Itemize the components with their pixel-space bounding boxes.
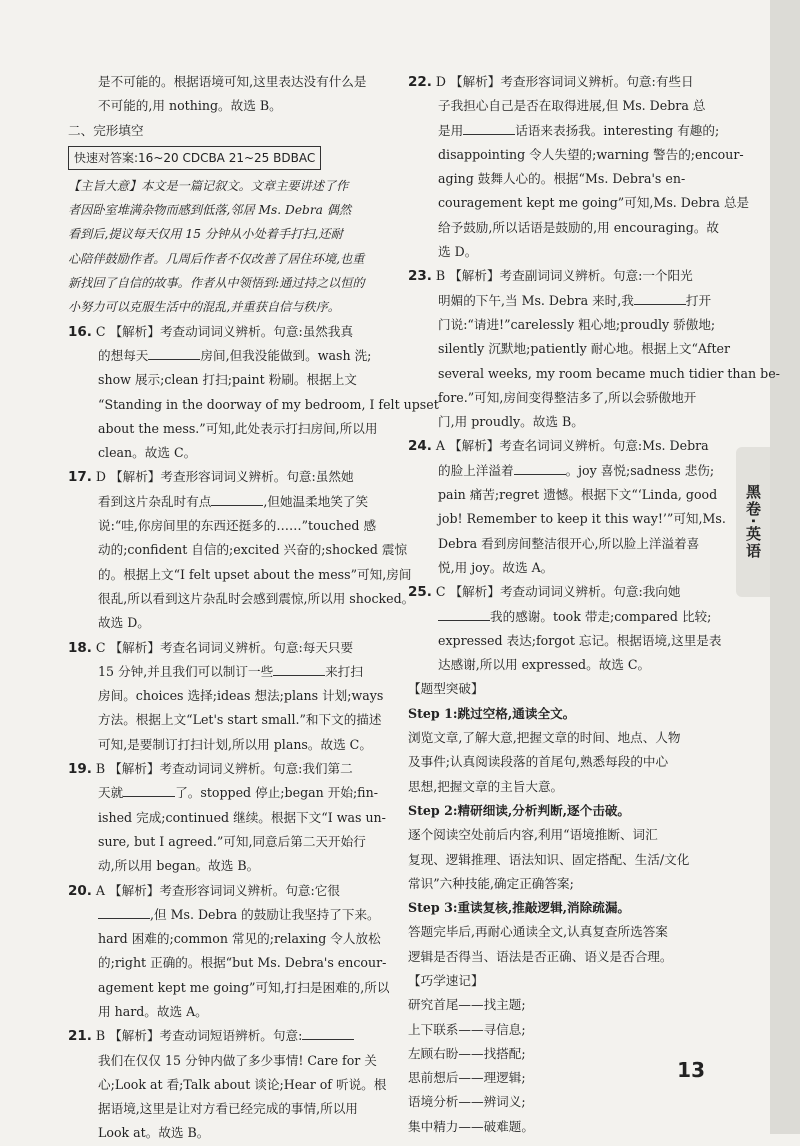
answer-blank xyxy=(463,120,515,135)
line-text: agement kept me going”可知,打扫是困难的,所以 xyxy=(98,979,390,995)
line-text: 房间。choices 选择;ideas 想法;plans 计划;ways xyxy=(98,688,384,704)
text-line xyxy=(68,563,412,587)
text-line xyxy=(408,337,730,361)
line-text: Step 2:精研细读,分析判断,逐个击破。 xyxy=(408,802,631,818)
text-line xyxy=(68,660,376,684)
line-text: 动的;confident 自信的;excited 兴奋的;shocked 震惊 xyxy=(98,542,408,558)
text-line xyxy=(68,538,408,562)
line-text: 是用 xyxy=(438,122,464,138)
text-line xyxy=(68,94,376,118)
line-text: C 【解析】考查动词词义辨析。句意:虽然我真 xyxy=(91,323,354,339)
line-text: 我们在仅仅 15 分钟内做了多少事情! Care for 关 xyxy=(98,1052,377,1068)
line-text: 门,用 proudly。故选 B。 xyxy=(438,414,584,430)
line-text: 可知,是要制订打扫计划,所以用 plans。故选 C。 xyxy=(98,736,372,752)
answer-blank xyxy=(438,606,490,621)
text-line xyxy=(68,684,384,708)
text-line xyxy=(408,119,726,143)
line-text: 15 分钟,并且我们可以制订一些 xyxy=(98,663,274,679)
question-number: 21. xyxy=(68,1028,92,1045)
line-text: 达感谢,所以用 expressed。故选 C。 xyxy=(438,657,651,673)
question-number: 17. xyxy=(68,469,92,486)
question-number: 20. xyxy=(68,882,92,899)
text-line xyxy=(408,750,726,774)
line-text: couragement kept me going”可知,Ms. Debra 总是 xyxy=(438,195,750,211)
text-line xyxy=(408,653,726,677)
text-line xyxy=(68,417,376,441)
line-text: 的。根据上文“I felt upset about the mess”可知,房间 xyxy=(98,566,412,582)
text-line xyxy=(408,605,726,629)
text-line xyxy=(408,532,726,556)
text-line xyxy=(68,465,376,489)
line-text: Step 3:重读复核,推敲逻辑,消除疏漏。 xyxy=(408,900,631,916)
line-text: 的脸上洋溢着 xyxy=(438,462,514,478)
page-number: 13 xyxy=(677,1058,705,1082)
line-text: 选 D。 xyxy=(438,244,478,260)
line-text: 【巧学速记】 xyxy=(408,972,484,988)
line-text: 浏览文章,了解大意,把握文章的时间、地点、人物 xyxy=(408,730,681,746)
line-text: 天就 xyxy=(98,785,124,801)
text-line xyxy=(68,198,376,222)
answer-blank xyxy=(98,904,150,919)
answer-blank xyxy=(123,782,175,797)
text-line xyxy=(68,344,376,368)
line-text: B 【解析】考查动词短语辨析。句意: xyxy=(91,1028,303,1044)
line-text: 看到后,提议每天仅用 15 分钟从小处着手打扫,还耐 xyxy=(68,227,343,242)
text-line xyxy=(408,386,726,410)
question-number: 24. xyxy=(408,438,432,455)
line-text: 悦,用 joy。故选 A。 xyxy=(438,559,554,575)
line-text: 话语来表扬我。interesting 有趣的; xyxy=(515,122,720,138)
line-text: 我的感谢。took 带走;compared 比较; xyxy=(490,608,712,624)
text-line xyxy=(68,393,439,417)
line-text: Look at。故选 B。 xyxy=(98,1125,210,1141)
question-number: 18. xyxy=(68,639,92,656)
line-text: 明媚的下午,当 Ms. Debra 来时,我 xyxy=(438,292,634,308)
line-text: job! Remember to keep it this way!’”可知,Ms. xyxy=(438,511,726,527)
text-line xyxy=(408,823,726,847)
line-text: 左顾右盼——找搭配; xyxy=(408,1045,526,1061)
text-line xyxy=(68,143,376,174)
text-line xyxy=(408,483,726,507)
text-line xyxy=(68,514,376,538)
text-line xyxy=(68,781,376,805)
text-line xyxy=(68,757,376,781)
line-text: 心陪伴鼓励作者。几周后作者不仅改善了居住环境,也重 xyxy=(68,251,365,266)
text-line xyxy=(68,174,376,198)
line-text: 思想,把握文章的主旨大意。 xyxy=(408,778,564,794)
quick-answer-box: 快速对答案:16~20 CDCBA 21~25 BDBAC xyxy=(68,146,321,170)
line-text: 用 hard。故选 A。 xyxy=(98,1003,208,1019)
text-line xyxy=(408,872,726,896)
line-text: 方法。根据上文“Let's start small.”和下文的描述 xyxy=(98,712,382,728)
line-text: Step 1:跳过空格,通读全文。 xyxy=(408,705,576,721)
text-line xyxy=(68,1121,376,1145)
line-text: D 【解析】考查形容词词义辨析。句意:虽然她 xyxy=(91,469,354,485)
text-line xyxy=(68,320,376,344)
line-text: 子我担心自己是否在取得进展,但 Ms. Debra 总 xyxy=(438,98,706,114)
text-line xyxy=(68,587,415,611)
line-text: 【主旨大意】本文是一篇记叙文。文章主要讲述了作 xyxy=(68,178,349,193)
text-line xyxy=(408,313,726,337)
line-text: 心;Look at 看;Talk about 谈论;Hear of 听说。根 xyxy=(98,1076,387,1092)
text-line xyxy=(408,434,726,458)
line-text: disappointing 令人失望的;warning 警告的;encour- xyxy=(438,146,744,162)
text-line xyxy=(408,726,726,750)
line-text: 故选 D。 xyxy=(98,615,150,631)
line-text: expressed 表达;forgot 忘记。根据语境,这里是表 xyxy=(438,632,722,648)
text-line xyxy=(408,969,726,993)
line-text: 及事件;认真阅读段落的首尾句,熟悉每段的中心 xyxy=(408,754,669,770)
text-line xyxy=(68,70,376,94)
line-text: A 【解析】考查名词词义辨析。句意:Ms. Debra xyxy=(431,438,709,454)
line-text: 小努力可以克服生活中的混乱,并重获自信与秩序。 xyxy=(68,300,340,315)
text-line xyxy=(68,976,390,1000)
text-line xyxy=(408,848,726,872)
line-text: 是不可能的。根据语境可知,这里表达没有什么是 xyxy=(98,74,367,89)
line-text: pain 痛苦;regret 遗憾。根据下文“‘Linda, good xyxy=(438,487,718,503)
line-text: 来打扫 xyxy=(325,663,363,679)
line-text: 者因卧室堆满杂物而感到低落,邻居 Ms. Debra 偶然 xyxy=(68,203,352,218)
text-line xyxy=(408,1115,726,1139)
line-text: A 【解析】考查形容词词义辨析。句意:它很 xyxy=(91,882,340,898)
text-line xyxy=(408,945,726,969)
question-number: 16. xyxy=(68,323,92,340)
text-line xyxy=(408,677,726,701)
line-text: 房间,但我没能做到。wash 洗; xyxy=(200,347,372,363)
text-line xyxy=(408,775,726,799)
line-text: 了。stopped 停止;began 开始;fin- xyxy=(175,785,378,801)
text-line xyxy=(408,240,726,264)
text-line xyxy=(68,1024,376,1048)
text-line xyxy=(68,733,376,757)
text-line xyxy=(408,143,744,167)
text-line xyxy=(68,1073,387,1097)
text-line xyxy=(408,993,726,1017)
text-line xyxy=(68,271,376,295)
answer-blank xyxy=(514,460,566,475)
line-text: 的想每天 xyxy=(98,347,149,363)
text-line xyxy=(68,441,376,465)
text-line xyxy=(408,1090,726,1114)
text-line xyxy=(68,927,381,951)
text-line xyxy=(408,1018,726,1042)
text-line xyxy=(68,806,386,830)
line-text: 集中精力——破难题。 xyxy=(408,1118,534,1134)
text-line xyxy=(68,222,376,246)
line-text: 。joy 喜悦;sadness 悲伤; xyxy=(565,462,715,478)
line-text: 思前想后——理逻辑; xyxy=(408,1070,526,1086)
answer-blank xyxy=(634,290,686,305)
text-line xyxy=(68,879,376,903)
text-line xyxy=(408,459,726,483)
text-line xyxy=(408,191,750,215)
question-number: 23. xyxy=(408,268,432,285)
line-text: 据语境,这里是让对方看已经完成的事情,所以用 xyxy=(98,1101,358,1117)
line-text: ished 完成;continued 继续。根据下文“I was un- xyxy=(98,809,386,825)
text-line xyxy=(408,507,726,531)
question-number: 22. xyxy=(408,74,432,90)
text-line xyxy=(68,903,380,927)
text-line xyxy=(68,295,376,319)
line-text: 上下联系——寻信息; xyxy=(408,1021,526,1037)
page-edge-strip xyxy=(770,0,800,1134)
text-line xyxy=(408,410,726,434)
line-text: 不可能的,用 nothing。故选 B。 xyxy=(98,98,282,114)
line-text: 新找回了自信的故事。作者从中领悟到:通过持之以恒的 xyxy=(68,276,365,291)
text-line xyxy=(68,1000,376,1024)
question-number: 25. xyxy=(408,584,432,601)
text-line xyxy=(408,629,726,653)
line-text: 逻辑是否得当、语法是否正确、语义是否合理。 xyxy=(408,948,673,964)
text-line xyxy=(408,70,726,94)
line-text: 动,所以用 began。故选 B。 xyxy=(98,858,260,874)
answer-blank xyxy=(302,1025,354,1040)
line-text: 看到这片杂乱时有点 xyxy=(98,493,212,509)
line-text: 二、完形填空 xyxy=(68,122,144,138)
text-line xyxy=(408,799,726,823)
line-text: clean。故选 C。 xyxy=(98,445,197,461)
text-line xyxy=(68,490,376,514)
text-line xyxy=(68,611,376,635)
line-text: ,但 Ms. Debra 的鼓励让我坚持了下来。 xyxy=(150,906,380,922)
text-line xyxy=(408,556,726,580)
line-text: ,但她温柔地笑了笑 xyxy=(263,493,369,509)
line-text: silently 沉默地;patiently 耐心地。根据上文“After xyxy=(438,341,730,357)
line-text: B 【解析】考查副词词义辨析。句意:一个阳光 xyxy=(431,268,693,284)
line-text: hard 困难的;common 常见的;relaxing 令人放松 xyxy=(98,931,381,947)
text-line xyxy=(408,264,726,288)
text-line xyxy=(408,920,726,944)
line-text: 打开 xyxy=(685,292,712,308)
text-line xyxy=(408,896,726,920)
line-text: aging 鼓舞人心的。根据“Ms. Debra's en- xyxy=(438,171,686,187)
line-text: 【题型突破】 xyxy=(408,681,484,697)
text-line xyxy=(408,216,726,240)
line-text: 常识”六种技能,确定正确答案; xyxy=(408,875,574,891)
text-line xyxy=(408,702,726,726)
line-text: 研究首尾——找主题; xyxy=(408,997,526,1013)
line-text: C 【解析】考查动词词义辨析。句意:我向她 xyxy=(431,584,681,600)
line-text: D 【解析】考查形容词词义辨析。句意:有些日 xyxy=(431,74,694,89)
text-line xyxy=(68,854,376,878)
text-line xyxy=(68,708,382,732)
line-text: fore.”可知,房间变得整洁多了,所以会骄傲地开 xyxy=(438,389,697,405)
text-line xyxy=(408,167,726,191)
text-line xyxy=(68,1097,376,1121)
line-text: 给予鼓励,所以话语是鼓励的,用 encouraging。故 xyxy=(438,219,720,235)
text-line xyxy=(68,636,376,660)
line-text: “Standing in the doorway of my bedroom, I felt upset xyxy=(98,396,439,412)
line-text: B 【解析】考查动词词义辨析。句意:我们第二 xyxy=(91,761,353,777)
line-text: several weeks, my room became much tidier than be- xyxy=(438,365,780,381)
line-text: 说:“哇,你房间里的东西还挺多的……”touched 感 xyxy=(98,518,377,534)
line-text: show 展示;clean 打扫;paint 粉刷。根据上文 xyxy=(98,372,357,388)
line-text: C 【解析】考查名词词义辨析。句意:每天只要 xyxy=(91,639,354,655)
text-line xyxy=(408,289,726,313)
text-line xyxy=(408,94,726,118)
answer-blank xyxy=(148,345,200,360)
text-line xyxy=(68,368,376,392)
text-line xyxy=(408,362,780,386)
line-text: 语境分析——辨词义; xyxy=(408,1094,526,1110)
line-text: about the mess.”可知,此处表示打扫房间,所以用 xyxy=(98,420,378,436)
line-text: 门说:“请进!”carelessly 粗心地;proudly 骄傲地; xyxy=(438,316,716,332)
text-line xyxy=(68,951,387,975)
line-text: 复现、逻辑推理、语法知识、固定搭配、生活/文化 xyxy=(408,851,690,867)
line-text: sure, but I agreed.”可知,同意后第二天开始行 xyxy=(98,833,366,849)
text-line xyxy=(408,580,726,604)
text-line xyxy=(68,119,376,143)
text-line xyxy=(68,830,376,854)
line-text: 的;right 正确的。根据“but Ms. Debra's encour- xyxy=(98,955,387,971)
answer-blank xyxy=(273,661,325,676)
question-number: 19. xyxy=(68,761,92,778)
text-line xyxy=(68,247,376,271)
line-text: 答题完毕后,再耐心通读全文,认真复查所选答案 xyxy=(408,924,668,940)
line-text: 很乱,所以看到这片杂乱时会感到震惊,所以用 shocked。 xyxy=(98,590,415,606)
line-text: Debra 看到房间整洁很开心,所以脸上洋溢着喜 xyxy=(438,535,700,551)
text-line xyxy=(68,1049,376,1073)
answer-blank xyxy=(211,491,263,506)
line-text: 逐个阅读空处前后内容,利用“语境推断、词汇 xyxy=(408,827,658,843)
subject-side-tab: 黑卷·英语 xyxy=(736,447,770,597)
